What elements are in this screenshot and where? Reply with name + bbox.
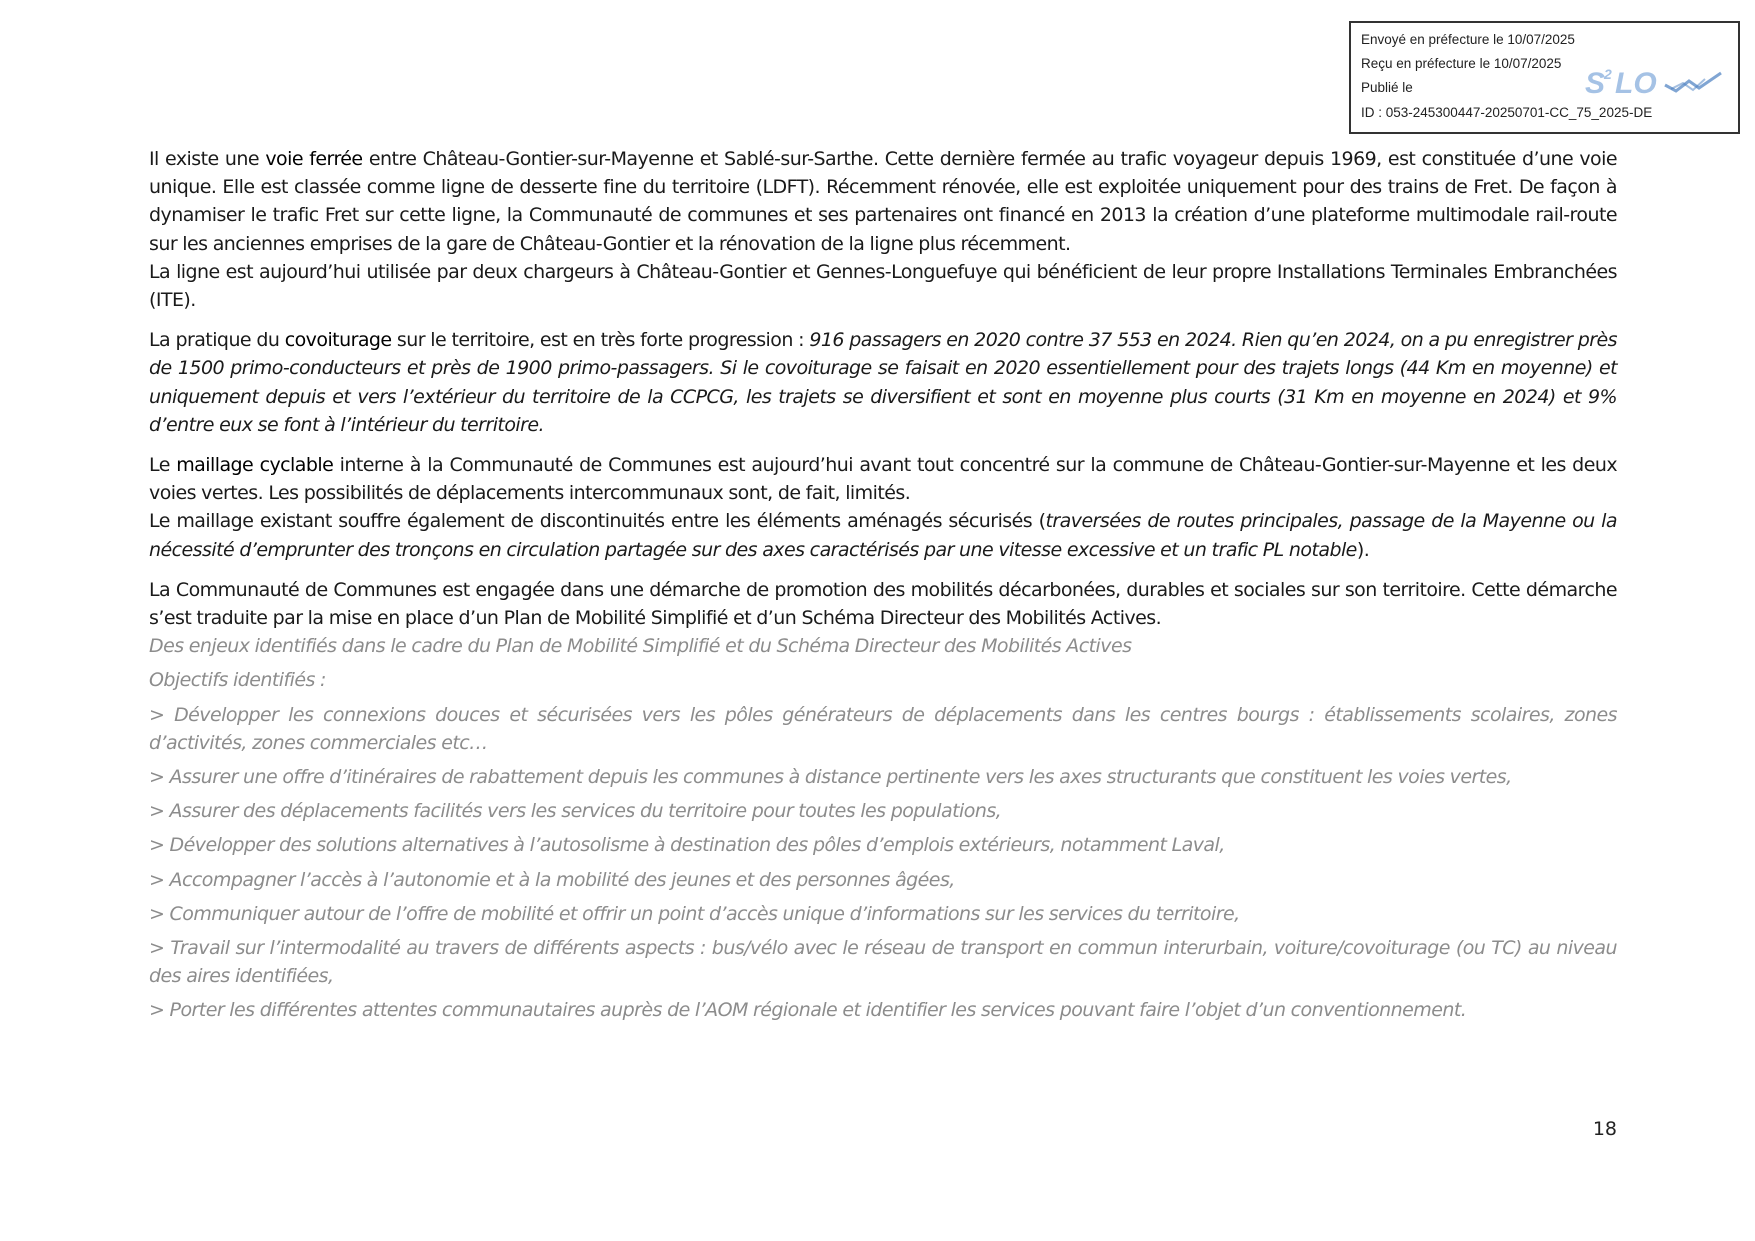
objective-item: > Communiquer autour de l’offre de mobilité et offrir un point d’accès unique d’informations sur les services du territoire,	[149, 902, 1240, 925]
discontinuity-examples: traversées de routes principales, passage de la Mayenne ou la nécessité d’emprunter des tronçons en circulation partagée sur des axes caractérisés par une vitesse excessive et un trafic PL notable	[149, 510, 1617, 561]
text: La ligne est aujourd’hui utilisée par deux chargeurs à Château-Gontier et Gennes-Longuefuye qui bénéficient de leur propre Installations Terminales Embranchées (ITE).	[149, 260, 1617, 312]
stamp-id: ID : 053-245300447-20250701-CC_75_2025-DE	[1361, 105, 1653, 120]
objective-item: > Assurer une offre d’itinéraires de rabattement depuis les communes à distance pertinente vers les axes structurants que constituent les voies vertes,	[149, 766, 1512, 789]
svg-text:LO: LO	[1615, 67, 1657, 100]
paragraph-demarche	[149, 576, 1617, 632]
text: entre Château-Gontier-sur-Mayenne et Sablé-sur-Sarthe. Cette dernière fermée au trafic voyageur depuis 1969, est constituée d’une voie unique. Elle est classée comme ligne de desserte fine du territoire (LDFT). Récemment rénovée, elle est exploitée uniquement pour des trains de Fret. De façon à dynamiser le trafic Fret sur cette ligne, la Communauté de communes et ses partenaires ont financé en 2013 la création d’une plateforme multimodale rail-route sur les anciennes emprises de la gare de Château-Gontier et la rénovation de la ligne plus récemment.	[149, 148, 1617, 255]
page-number: 18	[1592, 1118, 1617, 1140]
text: La Communauté de Communes est engagée dans une démarche de promotion des mobilités décarbonées, durables et sociales sur son territoire. Cette démarche s’est traduite par la mise en place d’un Plan de Mobilité Simplifié et d’un Schéma Directeur des Mobilités Actives.	[149, 578, 1617, 630]
objective-item: > Accompagner l’accès à l’autonomie et à la mobilité des jeunes et des personnes âgées,	[149, 868, 955, 891]
s2lo-logo	[1581, 63, 1731, 103]
objective-item: > Développer des solutions alternatives à l’autosolisme à destination des pôles d’emplois extérieurs, notamment Laval,	[149, 834, 1225, 857]
text: Il existe une	[149, 148, 266, 170]
svg-text:S: S	[1585, 67, 1606, 100]
text: sur le territoire, est en très forte progression :	[391, 329, 810, 352]
keyword-covoiturage: covoiturage	[284, 329, 392, 352]
text: Le	[149, 454, 177, 477]
objectives-title: Des enjeux identifiés dans le cadre du Plan de Mobilité Simplifié et du Schéma Directeur des Mobilités Actives	[149, 635, 1132, 658]
text: interne à la Communauté de Communes est aujourd’hui avant tout concentré sur la commune de Château-Gontier-sur-Mayenne et les deux voies vertes. Les possibilités de déplacements intercommunaux sont, de fait, limités.	[149, 454, 1618, 505]
objectives-section	[149, 632, 1617, 1024]
keyword-voie-ferree: voie ferrée	[265, 148, 363, 170]
objectives-subtitle: Objectifs identifiés :	[149, 669, 326, 692]
stamp-sent-date: Envoyé en préfecture le 10/07/2025	[1361, 32, 1575, 47]
objective-item: > Assurer des déplacements facilités vers les services du territoire pour toutes les populations,	[149, 800, 1002, 823]
svg-text:2: 2	[1604, 66, 1612, 82]
document-body	[149, 145, 1617, 1025]
covoiturage-stats: 916 passagers en 2020 contre 37 553 en 2024. Rien qu’en 2024, on a pu enregistrer près de 1500 primo-conducteurs et près de 1900 primo-passagers. Si le covoiturage se faisait en 2020 essentiellement pour des trajets longs (44 Km en moyenne) et uniquement depuis et vers l’extérieur du territoire de la CCPCG, les trajets se diversifient et sont en moyenne plus courts (31 Km en moyenne en 2024) et 9% d’entre eux se font à l’intérieur du territoire.	[149, 329, 1617, 436]
keyword-maillage-cyclable: maillage cyclable	[176, 454, 334, 477]
objective-item: > Travail sur l’intermodalité au travers de différents aspects : bus/vélo avec le réseau de transport en commun interurbain, voiture/covoiturage (ou TC) au niveau des aires identifiées,	[149, 937, 1617, 988]
stamp-published: Publié le	[1361, 80, 1413, 95]
objective-item: > Développer les connexions douces et sécurisées vers les pôles générateurs de déplacements dans les centres bourgs : établissements scolaires, zones d’activités, zones commerciales etc…	[149, 703, 1617, 754]
text: ).	[1356, 538, 1370, 561]
stamp-received-date: Reçu en préfecture le 10/07/2025	[1361, 56, 1562, 71]
text: Le maillage existant souffre également de discontinuités entre les éléments aménagés sécurisés (	[149, 510, 1046, 533]
paragraph-covoiturage	[149, 326, 1617, 439]
objective-item: > Porter les différentes attentes communautaires auprès de l’AOM régionale et identifier les services pouvant faire l’objet d’un conventionnement.	[149, 999, 1467, 1022]
paragraph-maillage	[149, 451, 1617, 564]
prefecture-stamp	[1349, 21, 1740, 134]
paragraph-rail	[149, 145, 1617, 314]
text: La pratique du	[149, 329, 285, 352]
